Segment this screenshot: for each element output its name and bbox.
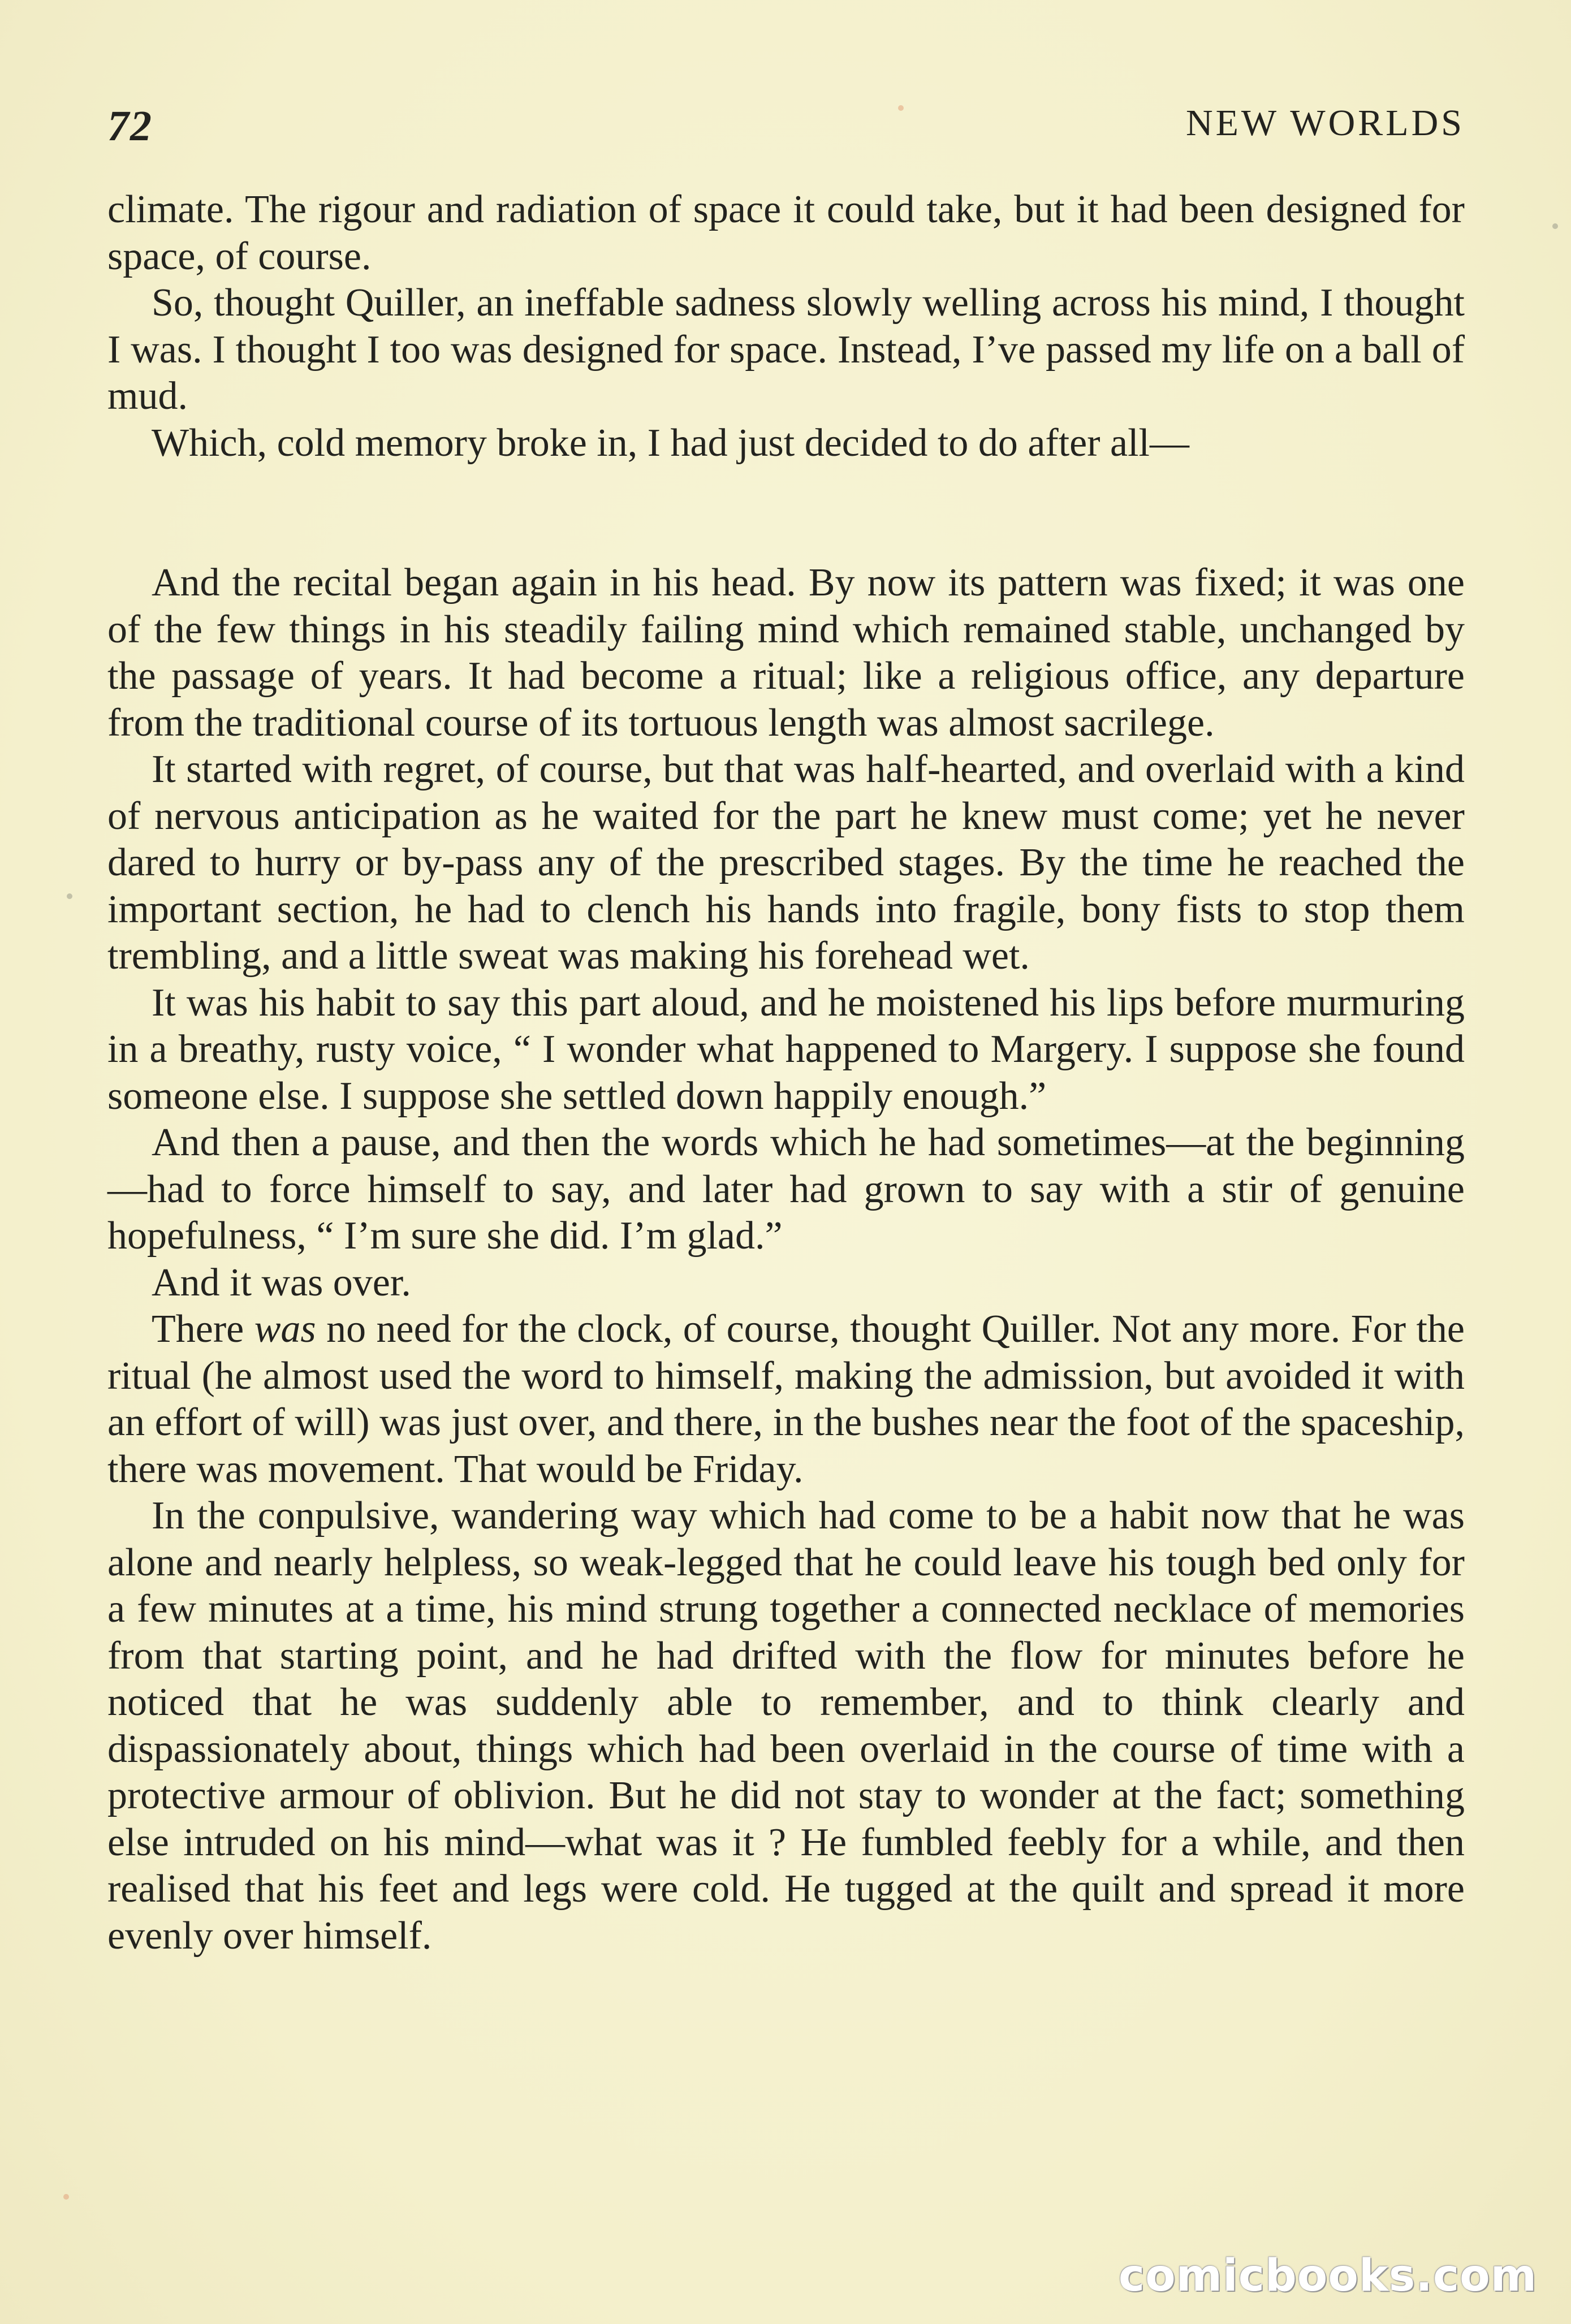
paragraph: Which, cold memory broke in, I had just decided to do after all— xyxy=(152,421,1190,465)
paragraph: And then a pause, and then the words which he had sometimes—at the beginning—had to force himself to say, and later had grown to say with a stir of genuine hopefulness, “ I’m sure she did. I’m glad.” xyxy=(107,1121,1465,1258)
paragraph: climate. The rigour and radiation of space it could take, but it had been designed for space, of course. xyxy=(107,188,1465,278)
paragraph: It started with regret, of course, but that was half-hearted, and overlaid with a kind of nervous anticipation as he waited for the part he knew must come; yet he never dared to hurry or by-pass any of the prescribed stages. By the time he reached the important section, he had to clench his hands into fragile, bony fists to stop them trembling, and a little sweat was making his forehead wet. xyxy=(107,748,1465,978)
paragraph: And it was over. xyxy=(152,1260,411,1304)
emphasis-word: was xyxy=(254,1307,316,1351)
running-head xyxy=(107,102,1465,153)
paragraph: It was his habit to say this part aloud, and he moistened his lips before murmuring in a breathy, rusty voice, “ I wonder what happened to Margery. I suppose she found someone else. I suppose she settled down happily enough.” xyxy=(107,980,1465,1118)
story-text xyxy=(107,187,1465,1959)
watermark-logo: comicbooks.com xyxy=(1118,2250,1537,2301)
paper-speck xyxy=(898,105,904,111)
paragraph: So, thought Quiller, an ineffable sadness slowly welling across his mind, I thought I was. I thought I too was designed for space. Instead, I’ve passed my life on a ball of mud. xyxy=(107,281,1465,418)
text-run: There xyxy=(152,1307,254,1351)
paragraph: In the conpulsive, wandering way which had come to be a habit now that he was alone and nearly helpless, so weak-legged that he could leave his tough bed only for a few minutes at a time, his mind strung together a connected necklace of memories from that starting point, and he had drifted with the flow for minutes before he noticed that he was suddenly able to remember, and to think clearly and dispassionately about, things which had been overlaid in the course of time with a protective armour of oblivion. But he did not stay to wonder at the fact; something else intruded on his mind—what was it ? He fumbled feebly for a while, and then realised that his feet and legs were cold. He tugged at the quilt and spread it more evenly over himself. xyxy=(107,1494,1465,1958)
paper-speck xyxy=(67,893,72,899)
page-number: 72 xyxy=(107,102,153,150)
running-title: NEW WORLDS xyxy=(1185,102,1465,144)
paper-speck xyxy=(1552,223,1558,229)
paragraph: And the recital began again in his head. By now its pattern was fixed; it was one of the few things in his steadily failing mind which remained stable, unchanged by the passage of years. It had become a ritual; like a religious office, any departure from the traditional course of its tortuous length was almost sacrilege. xyxy=(107,561,1465,745)
section-break xyxy=(107,466,1465,560)
paragraph-clock xyxy=(107,1306,1465,1493)
paper-speck xyxy=(63,2194,69,2200)
text-run: no need for the clock, of course, thought Quiller. Not any more. For the ritual (he almost used the word to himself, making the admission, but avoided it with an effort of will) was just over, and there, in the bushes near the foot of the spaceship, there was movement. That would be Friday. xyxy=(107,1307,1465,1491)
